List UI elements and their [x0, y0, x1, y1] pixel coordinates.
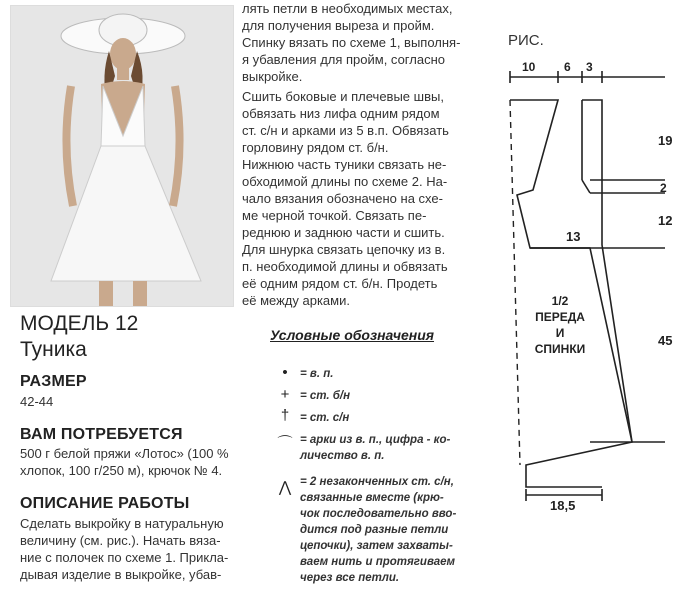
dot-icon: •: [282, 364, 288, 381]
instructions-line: её между арками.: [242, 293, 350, 308]
instructions-line: для получения выреза и пройм.: [242, 18, 435, 33]
description-line: дывая изделие в выкройке, убав-: [20, 567, 222, 582]
dim-top-b: 6: [564, 60, 571, 74]
instructions-line: Сшить боковые и плечевые швы,: [242, 89, 444, 104]
legend-text: = 2 незаконченных ст. с/н,: [300, 476, 454, 488]
pattern-diagram: [480, 55, 695, 513]
legend-text: связанные вместе (крю-: [300, 492, 444, 504]
dim-waist: 13: [566, 229, 581, 244]
legend-title: Условные обозначения: [270, 327, 435, 343]
dim-side-45: 45: [658, 333, 673, 348]
dim-side-19: 19: [658, 133, 673, 148]
instructions-line: я убавления для пройм, согласно: [242, 52, 445, 67]
size-heading: РАЗМЕР: [20, 373, 87, 390]
legend-text: дится под разные петли: [300, 524, 449, 536]
instructions-line: Спинку вязать по схеме 1, выполня-: [242, 35, 461, 50]
model-subtitle: Туника: [20, 338, 87, 361]
instructions-line: реднюю и заднюю части и сшить.: [242, 225, 445, 240]
dim-side-12: 12: [658, 213, 673, 228]
center-label: ПЕРЕДА: [535, 310, 585, 324]
figure-label: РИС.: [508, 32, 544, 49]
instructions-line: лять петли в необходимых местах,: [242, 1, 453, 16]
cluster-icon: ⋀: [278, 479, 292, 496]
model-photo: [10, 5, 234, 307]
description-line: Сделать выкройку в натуральную: [20, 516, 224, 531]
legend-text: через все петли.: [300, 572, 400, 584]
dim-top-c: 3: [586, 60, 593, 74]
size-value: 42-44: [20, 394, 54, 409]
instructions-line: ме черной точкой. Связать пе-: [242, 208, 427, 223]
instructions-line: выкройке.: [242, 69, 303, 84]
dim-side-2: 2: [660, 181, 667, 195]
instructions-line: Нижнюю часть туники связать не-: [242, 157, 447, 172]
legend-text: = арки из в. п., цифра - ко-: [300, 434, 451, 446]
description-heading: ОПИСАНИЕ РАБОТЫ: [20, 495, 190, 512]
needs-line: хлопок, 100 г/250 м), крючок № 4.: [20, 463, 223, 478]
legend-text: = ст. с/н: [300, 412, 350, 424]
legend-text: чок последовательно вво-: [300, 508, 457, 520]
instructions-line: её одним рядом ст. б/н. Продеть: [242, 276, 438, 291]
legend-text: цепочки), затем захваты-: [300, 540, 453, 552]
dagger-icon: †: [280, 407, 290, 424]
needs-heading: ВАМ ПОТРЕБУЕТСЯ: [20, 426, 183, 443]
center-label: 1/2: [551, 294, 569, 308]
description-line: ние с полочек по схеме 1. Прикла-: [20, 550, 229, 565]
dim-hem: 18,5: [550, 498, 576, 513]
legend-text: ваем нить и протягиваем: [300, 556, 456, 568]
description-line: величину (см. рис.). Начать вяза-: [20, 533, 221, 548]
instructions-line: обходимой длины по схеме 2. На-: [242, 174, 448, 189]
model-title: МОДЕЛЬ 12: [20, 312, 139, 335]
dim-top-a: 10: [522, 60, 536, 74]
legend-text: = ст. б/н: [300, 390, 351, 402]
center-label: СПИНКИ: [534, 342, 586, 356]
instructions-line: обвязать низ лифа одним рядом: [242, 106, 440, 121]
center-label: И: [555, 326, 565, 340]
arc-icon: ⌒: [277, 435, 293, 452]
instructions-line: горловину рядом ст. б/н.: [242, 140, 389, 155]
legend-text: личество в. п.: [300, 450, 385, 462]
needs-line: 500 г белой пряжи «Лотос» (100 %: [20, 446, 229, 461]
instructions-line: Для шнурка связать цепочку из в.: [242, 242, 446, 257]
instructions-line: ст. с/н и арками из 5 в.п. Обвязать: [242, 123, 449, 138]
legend-text: = в. п.: [300, 368, 334, 380]
instructions-line: чало вязания обозначено на схе-: [242, 191, 443, 206]
plus-icon: +: [280, 386, 290, 403]
instructions-line: п. необходимой длины и обвязать: [242, 259, 448, 274]
